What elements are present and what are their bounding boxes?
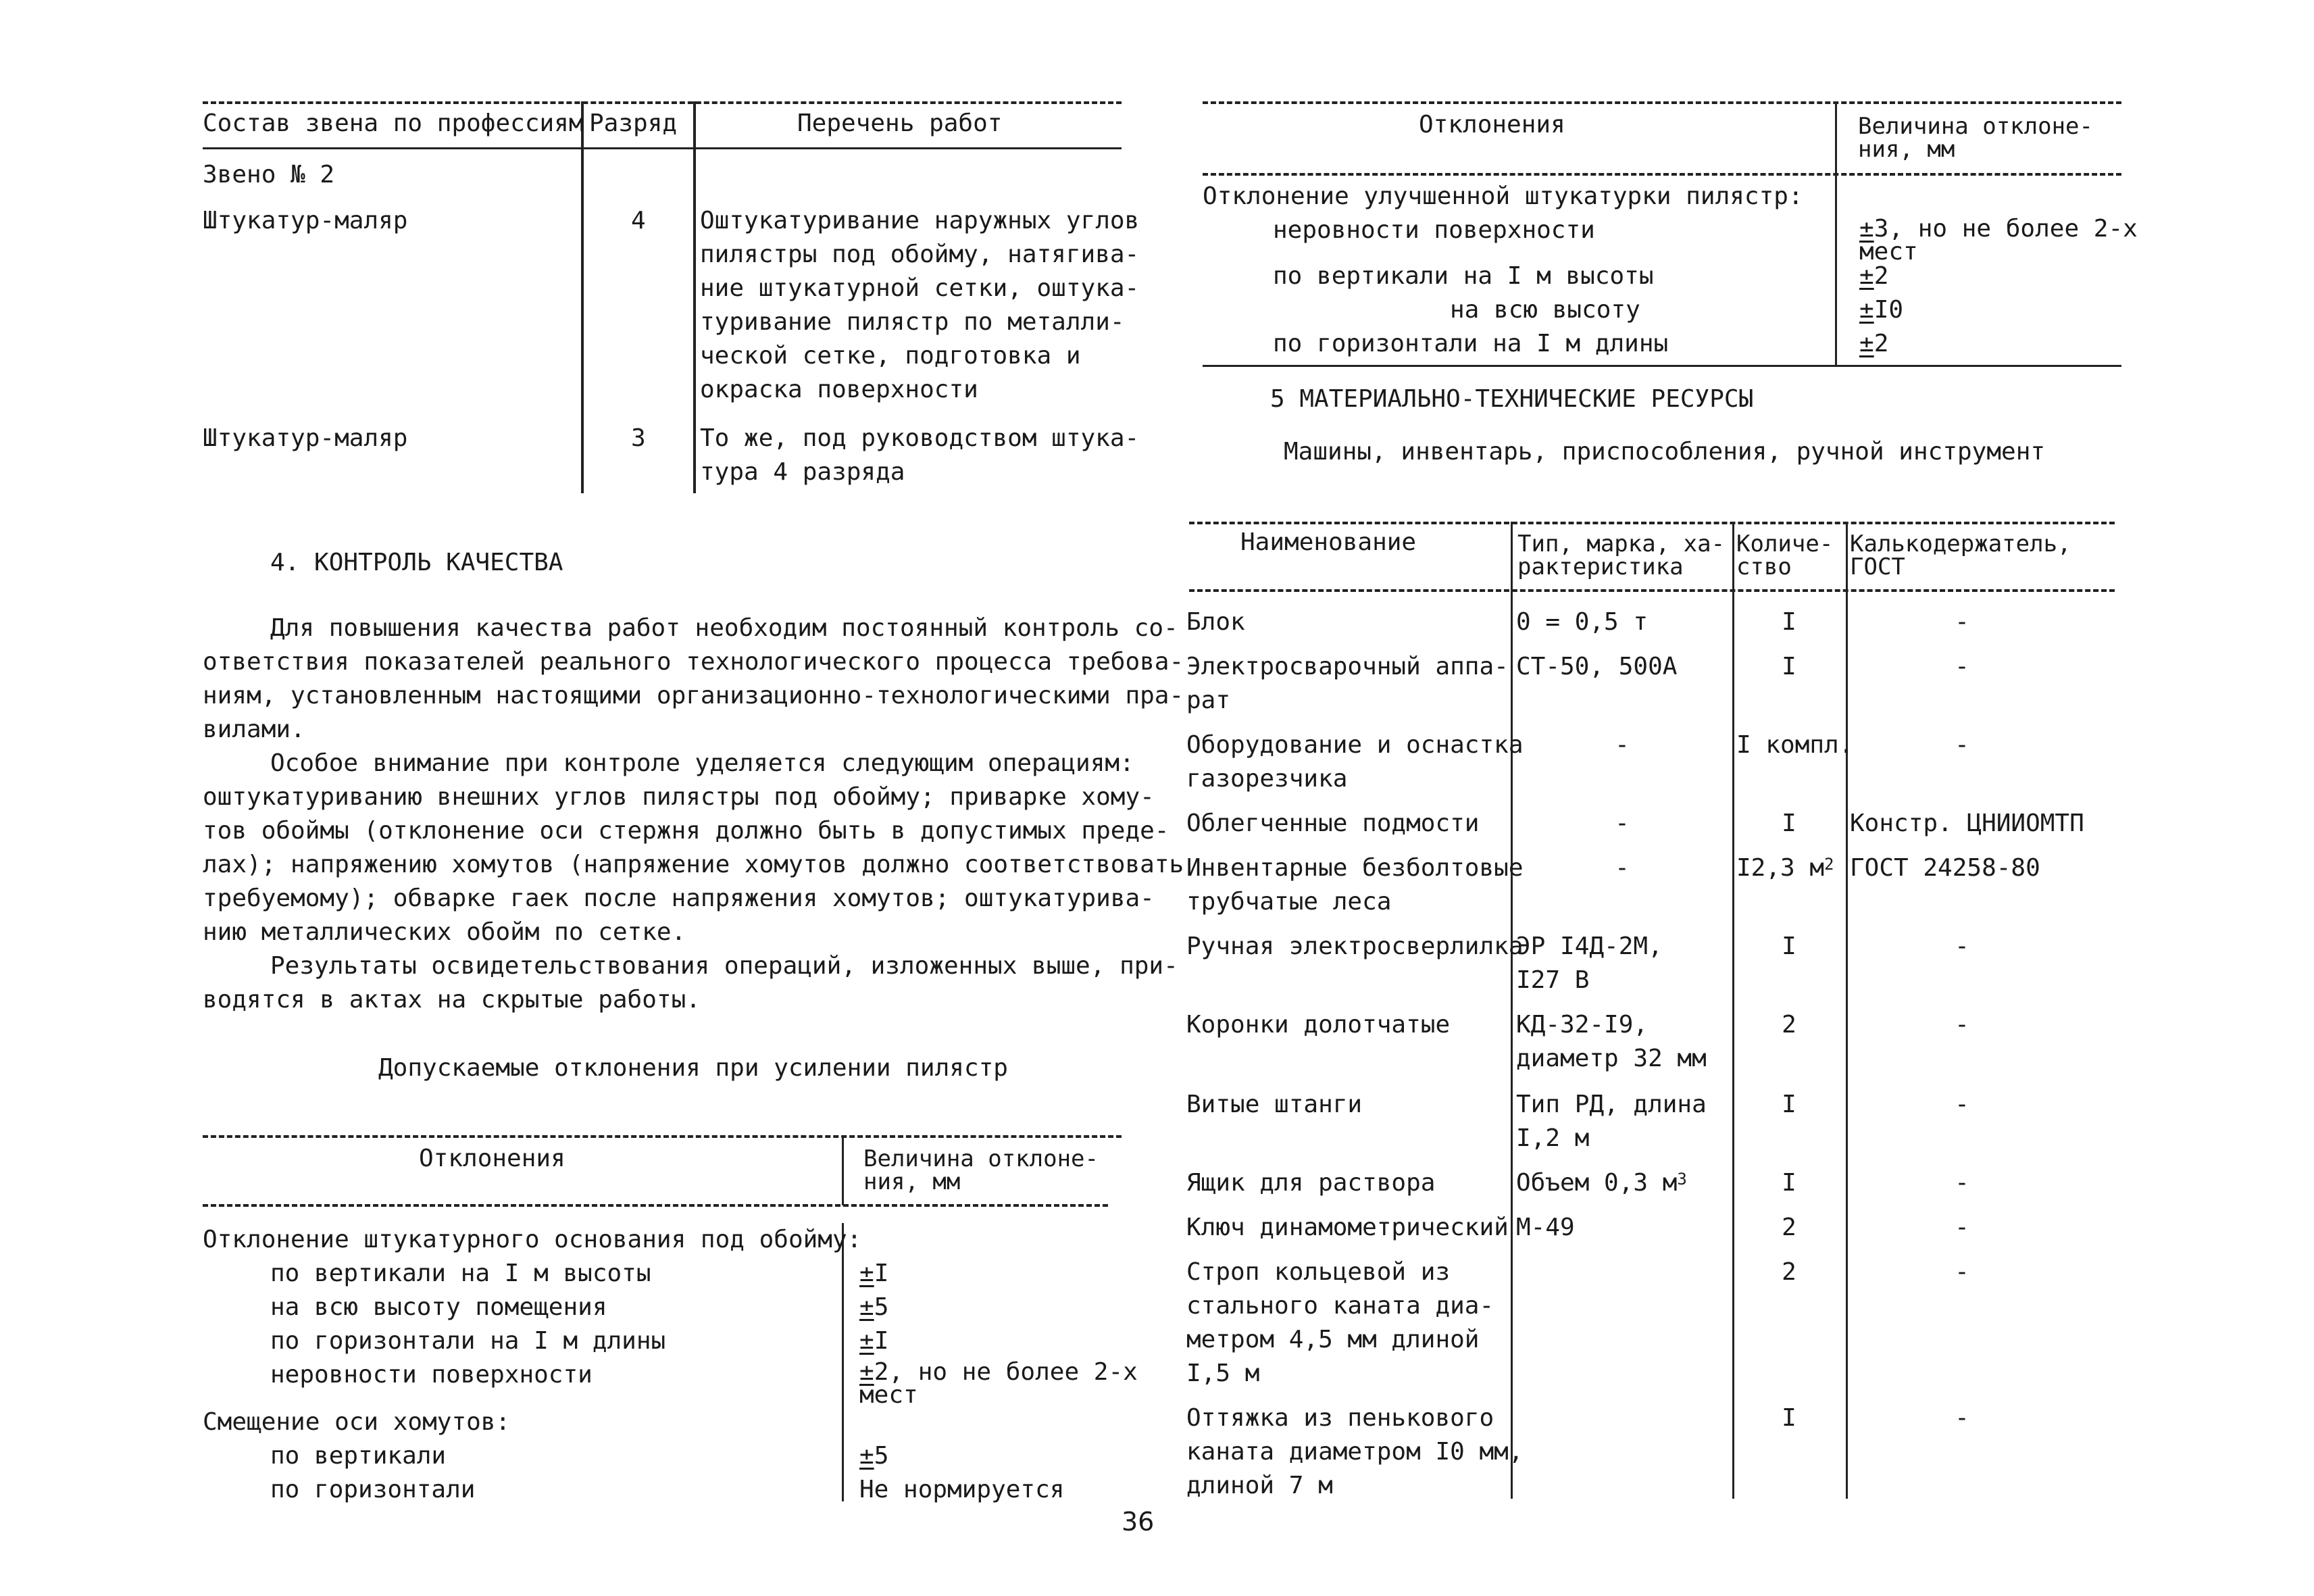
res-row-name: Витые штанги [1186, 1091, 1363, 1118]
dev-table-bottom-rule [1203, 365, 2121, 367]
dev-row-value: ±2 [1859, 330, 1889, 357]
res-row-qty: I [1782, 608, 1796, 636]
crew-table-divider [693, 101, 696, 493]
res-row-type: КД-32-I9, диаметр 32 мм [1516, 1011, 1707, 1072]
dev-row-value: ±3, но не более 2-х мест [1859, 215, 2138, 266]
res-row-type: - [1615, 854, 1630, 882]
res-row-holder: - [1955, 731, 1969, 759]
res-row-qty: I компл. [1736, 731, 1854, 759]
res-row-holder: - [1955, 1404, 1969, 1432]
res-row-qty: I [1782, 809, 1796, 837]
res-row-holder: - [1955, 1169, 1969, 1197]
dev-row-value: ±5 [859, 1293, 889, 1321]
dev-table-header-rule [203, 1204, 1108, 1207]
res-table-header-rule [1189, 589, 2115, 592]
section-heading-resources: 5 МАТЕРИАЛЬНО-ТЕХНИЧЕСКИЕ РЕСУРСЫ [1270, 385, 1754, 413]
quality-paragraph: Для повышения качества работ необходим постоянный контроль со- ответствия показателей реального технологического процесса требова- ниям, установленным настоящими организационно-технологическими пра- вилами. Особое внимание при контроле уделяется следующим операциям: оштукатуриванию внешних углов пилястры под обойму; приварке хому- тов обоймы (отклонение оси стержня должно быть в допустимых преде- лах); напряжению хомутов (напряжение хомутов должно соответствовать требуемому); обварке гаек после напряжения хомутов; оштукатурива- нию металлических обойм по сетке. Результаты освидетельствования операций, изложенных выше, при- водятся в актах на скрытые работы. [203, 614, 1184, 1014]
deviations-title: Допускаемые отклонения при усилении пилястр [378, 1054, 1008, 1082]
dev-row-label: неровности поверхности [1273, 216, 1595, 244]
dev-group-label: Отклонение штукатурного основания под обойму: [203, 1226, 862, 1253]
res-row-holder: - [1955, 1091, 1969, 1118]
dev-row-value: ±I0 [1859, 296, 1904, 324]
crew-row-profession: Штукатур-маляр [203, 207, 408, 234]
res-row-qty: I [1782, 653, 1796, 680]
res-row-holder: - [1955, 608, 1969, 636]
dev-group-label: Смещение оси хомутов: [203, 1408, 511, 1436]
dev-row-label: неровности поверхности [270, 1361, 593, 1389]
crew-table-divider [581, 101, 584, 493]
dev-header-value: Величина отклоне- ния, мм [1858, 113, 2093, 163]
res-row-qty: I [1782, 1404, 1796, 1432]
res-row-qty: 2 [1782, 1258, 1796, 1286]
section-heading-quality: 4. КОНТРОЛЬ КАЧЕСТВА [270, 549, 563, 576]
res-row-type: - [1615, 731, 1630, 759]
crew-header-profession: Состав звена по профессиям [203, 109, 584, 137]
dev-header-value: Величина отклоне- ния, мм [863, 1145, 1099, 1195]
dev-row-value: Не нормируется [859, 1476, 1065, 1503]
res-row-name: Оттяжка из пенькового каната диаметром I0 мм, длиной 7 м [1186, 1404, 1524, 1499]
crew-table-header-rule [203, 147, 1122, 149]
resources-subheading: Машины, инвентарь, приспособления, ручной инструмент [1284, 438, 2046, 466]
res-row-type: СТ-50, 500А [1516, 653, 1678, 680]
dev-row-label: на всю высоту помещения [270, 1293, 607, 1321]
res-table-divider [1511, 522, 1513, 1499]
dev-row-value: ±2, но не более 2-х мест [859, 1358, 1138, 1409]
dev-row-value: ±5 [859, 1442, 889, 1470]
dev-table-top-rule [203, 1135, 1122, 1138]
res-row-holder: - [1955, 1258, 1969, 1286]
crew-row-grade: 4 [631, 207, 646, 234]
crew-row-grade: 3 [631, 424, 646, 452]
dev-row-label: по горизонтали [270, 1476, 476, 1503]
res-row-holder: - [1955, 932, 1969, 960]
res-header-name: Наименование [1240, 528, 1417, 556]
res-row-type: 0 = 0,5 т [1516, 608, 1649, 636]
res-row-qty: 2 [1782, 1011, 1796, 1039]
dev-row-label: по горизонтали на I м длины [1273, 330, 1669, 357]
res-row-name: Оборудование и оснастка газорезчика [1186, 731, 1524, 793]
res-row-type: Объем 0,3 $м^3$ [1516, 1169, 1687, 1197]
res-row-name: Инвентарные безболтовые трубчатые леса [1186, 854, 1524, 916]
res-row-name: Ящик для раствора [1186, 1169, 1436, 1197]
dev-header-deviation: Отклонения [1419, 111, 1565, 139]
res-row-holder: Констр. ЦНИИОМТП [1850, 809, 2084, 837]
res-row-type: - [1615, 809, 1630, 837]
dev-row-value: ±I [859, 1327, 889, 1355]
dev-table-divider [842, 1223, 844, 1501]
dev-row-label: на всю высоту [1450, 296, 1640, 324]
dev-table-divider [842, 1135, 844, 1205]
res-row-name: Электросварочный аппа- рат [1186, 653, 1509, 714]
dev-header-deviation: Отклонения [419, 1145, 565, 1172]
res-row-name: Строп кольцевой из стального каната диа- метром 4,5 мм длиной I,5 м [1186, 1258, 1494, 1387]
res-row-name: Коронки долотчатые [1186, 1011, 1451, 1039]
crew-row-profession: Штукатур-маляр [203, 424, 408, 452]
res-row-name: Ключ динамометрический [1186, 1214, 1509, 1241]
res-row-qty: I2,3 $м^2$ [1736, 854, 1834, 882]
res-row-holder: ГОСТ 24258-80 [1850, 854, 2040, 882]
crew-row-work: То же, под руководством штука- тура 4 разряда [700, 424, 1140, 486]
res-row-type: Тип РД, длина I,2 м [1516, 1091, 1707, 1152]
dev-table-header-rule [1203, 173, 2121, 176]
res-header-holder: Калькодержатель, ГОСТ [1850, 530, 2071, 580]
dev-row-value: ±2 [1859, 262, 1889, 290]
dev-row-label: по горизонтали на I м длины [270, 1327, 666, 1355]
res-row-name: Ручная электросверлилка [1186, 932, 1524, 960]
crew-row-work: Оштукатуривание наружных углов пилястры под обойму, натягива- ние штукатурной сетки, оштука- туривание пилястр по металли- ческой сетке, подготовка и окраска поверхности [700, 207, 1140, 403]
crew-header-grade: Разряд [589, 109, 678, 137]
dev-row-label: по вертикали [270, 1442, 447, 1470]
crew-table-top-rule [203, 101, 1122, 104]
res-row-name: Блок [1186, 608, 1245, 636]
res-header-qty: Количе- ство [1736, 530, 1834, 580]
res-row-type: М-49 [1516, 1214, 1575, 1241]
res-header-type: Тип, марка, ха- рактеристика [1517, 530, 1726, 580]
res-row-name: Облегченные подмости [1186, 809, 1480, 837]
res-row-type: ЭР I4Д-2М, I27 В [1516, 932, 1663, 994]
crew-header-work: Перечень работ [797, 109, 1003, 137]
crew-group-label: Звено № 2 [203, 161, 335, 189]
dev-row-label: по вертикали на I м высоты [270, 1260, 651, 1287]
res-row-holder: - [1955, 1214, 1969, 1241]
dev-group-label: Отклонение улучшенной штукатурки пилястр: [1203, 182, 1803, 210]
res-row-qty: 2 [1782, 1214, 1796, 1241]
dev-table-divider [1835, 101, 1837, 366]
dev-row-value: ±I [859, 1260, 889, 1287]
res-row-holder: - [1955, 653, 1969, 680]
res-row-qty: I [1782, 932, 1796, 960]
res-row-holder: - [1955, 1011, 1969, 1039]
res-table-top-rule [1189, 522, 2115, 524]
dev-row-label: по вертикали на I м высоты [1273, 262, 1654, 290]
res-row-qty: I [1782, 1091, 1796, 1118]
page-number: 36 [1122, 1507, 1155, 1537]
res-row-qty: I [1782, 1169, 1796, 1197]
dev-table-top-rule [1203, 101, 2121, 104]
